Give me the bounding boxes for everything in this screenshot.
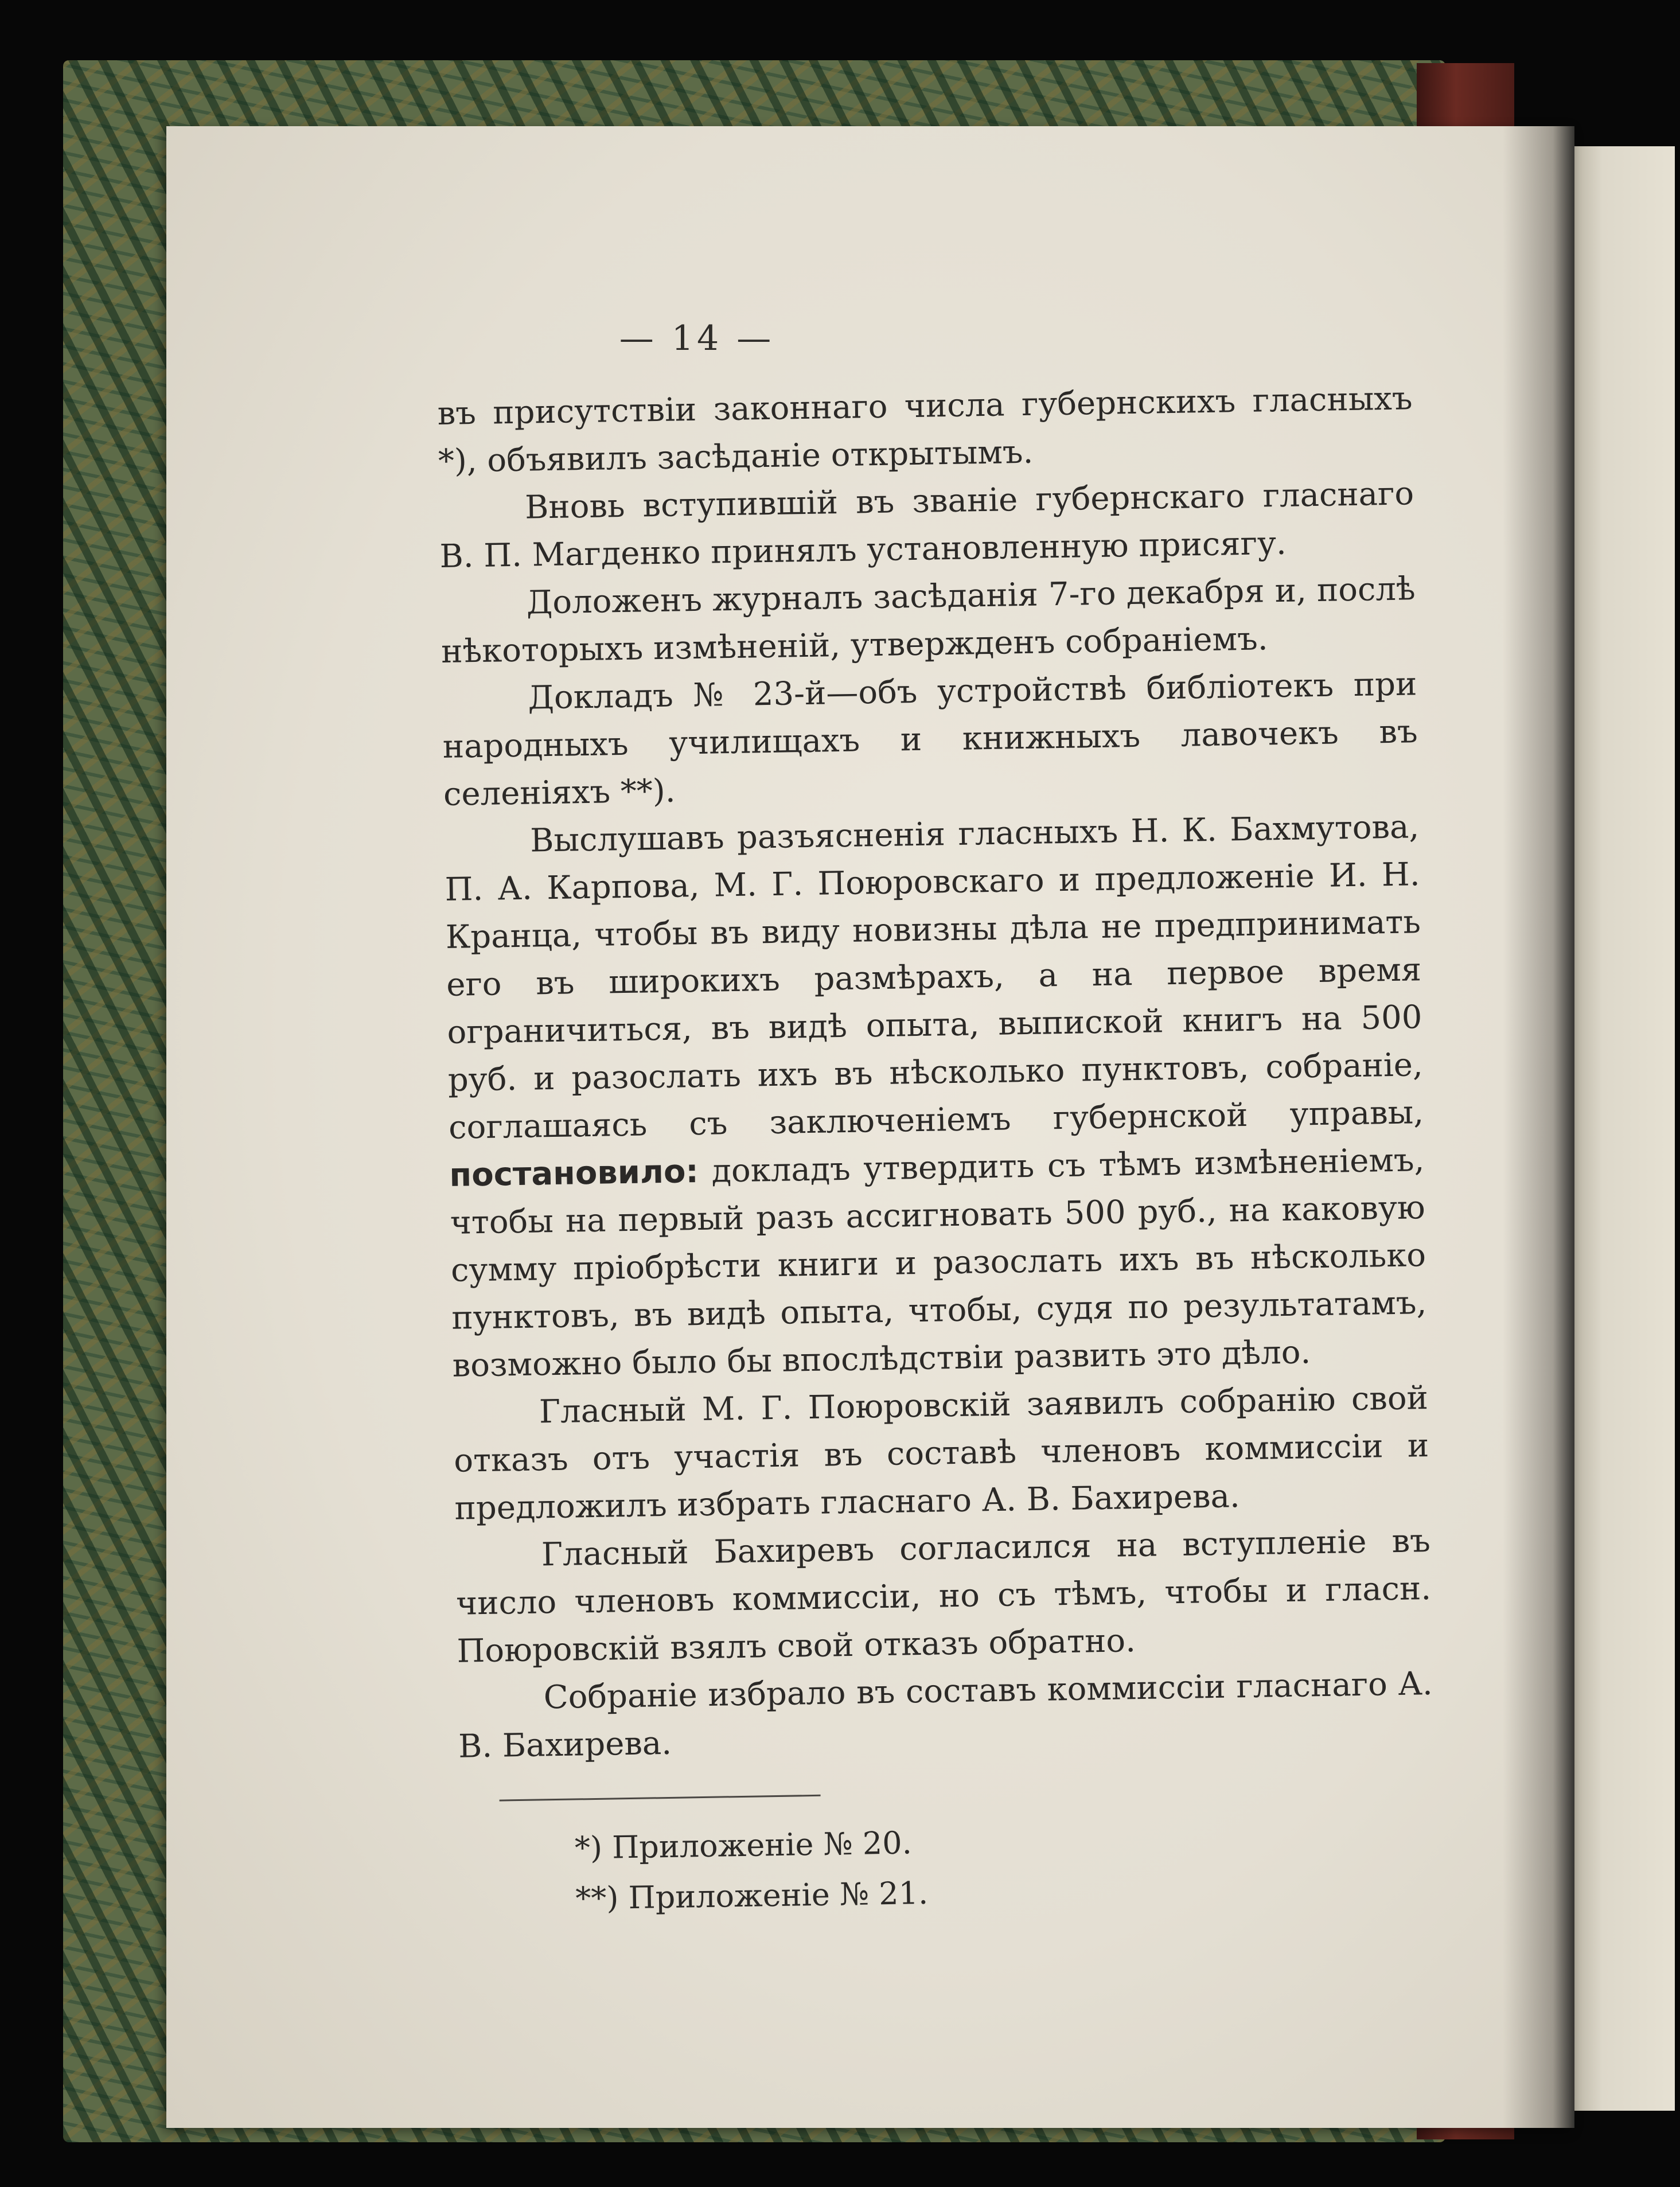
paragraph-text: Вновь вступившій въ званіе губернскаго гласнаго В. П. Магденко принялъ установленную присягу. bbox=[439, 475, 1414, 575]
paragraph-text: Гласный Бахиревъ согласился на вступленіе въ число членовъ коммиссіи, но съ тѣмъ, чтобы и гласн. Поюровскій взялъ свой отказъ обратно. bbox=[455, 1522, 1432, 1670]
page-body bbox=[437, 375, 1436, 1925]
footnote: *) Приложеніе № 20. bbox=[574, 1825, 913, 1866]
paragraph-text: Докладъ № 23-й—объ устройствѣ библіотекъ при народныхъ училищахъ и книжныхъ лавочекъ въ селеніяхъ **). bbox=[442, 665, 1418, 813]
footnote: **) Приложеніе № 21. bbox=[575, 1874, 929, 1917]
paragraph-text: Собраніе избрало въ составъ коммиссіи гласнаго А. В. Бахирева. bbox=[458, 1665, 1433, 1765]
paragraph-text: докладъ утвердить съ тѣмъ измѣненіемъ, чтобы на первый разъ ассигновать 500 руб., на каковую сумму пріобрѣсти книги и разослать ихъ въ нѣсколько пунктовъ, въ видѣ опыта, чтобы, судя по результатамъ, возможно было бы впослѣдствіи развить это дѣло. bbox=[450, 1141, 1427, 1385]
paragraph bbox=[442, 660, 1419, 818]
page-number: — 14 — bbox=[619, 318, 775, 358]
paragraph bbox=[439, 470, 1415, 580]
paragraph bbox=[457, 1660, 1433, 1771]
paragraph-text: въ присутствіи законнаго числа губернскихъ гласныхъ *), объявилъ засѣданіе открытымъ. bbox=[437, 380, 1413, 480]
facing-page-edge bbox=[1572, 146, 1675, 2111]
paragraph-text: Гласный М. Г. Поюровскій заявилъ собранію свой отказъ отъ участія въ составѣ членовъ коммиссіи и предложилъ избрать гласнаго А. В. Бахирева. bbox=[453, 1379, 1429, 1527]
paragraph-text: Доложенъ журналъ засѣданія 7-го декабря и, послѣ нѣкоторыхъ измѣненій, утвержденъ собраніемъ. bbox=[441, 570, 1416, 670]
paragraph bbox=[455, 1517, 1432, 1675]
paragraph bbox=[440, 565, 1416, 676]
paragraph bbox=[437, 375, 1413, 485]
page-gutter-shadow bbox=[1503, 126, 1574, 2128]
footnote-divider bbox=[500, 1795, 821, 1802]
paragraphs bbox=[437, 375, 1434, 1770]
paragraph bbox=[444, 803, 1428, 1390]
paragraph-text: Выслушавъ разъясненія гласныхъ Н. К. Бахмутова, П. А. Карпова, М. Г. Поюровскаго и предложеніе И. Н. Кранца, чтобы въ виду новизны дѣла не предпринимать его въ широкихъ размѣрахъ, а на первое время ограничиться, въ видѣ опыта, выпиской книгъ на 500 руб. и разослать ихъ въ нѣсколько пунктовъ, собраніе, соглашаясь съ заключеніемъ губернской управы, bbox=[445, 808, 1424, 1147]
bold-phrase: постановило: bbox=[449, 1153, 699, 1194]
footnotes bbox=[574, 1810, 1436, 1924]
paragraph bbox=[453, 1374, 1430, 1533]
